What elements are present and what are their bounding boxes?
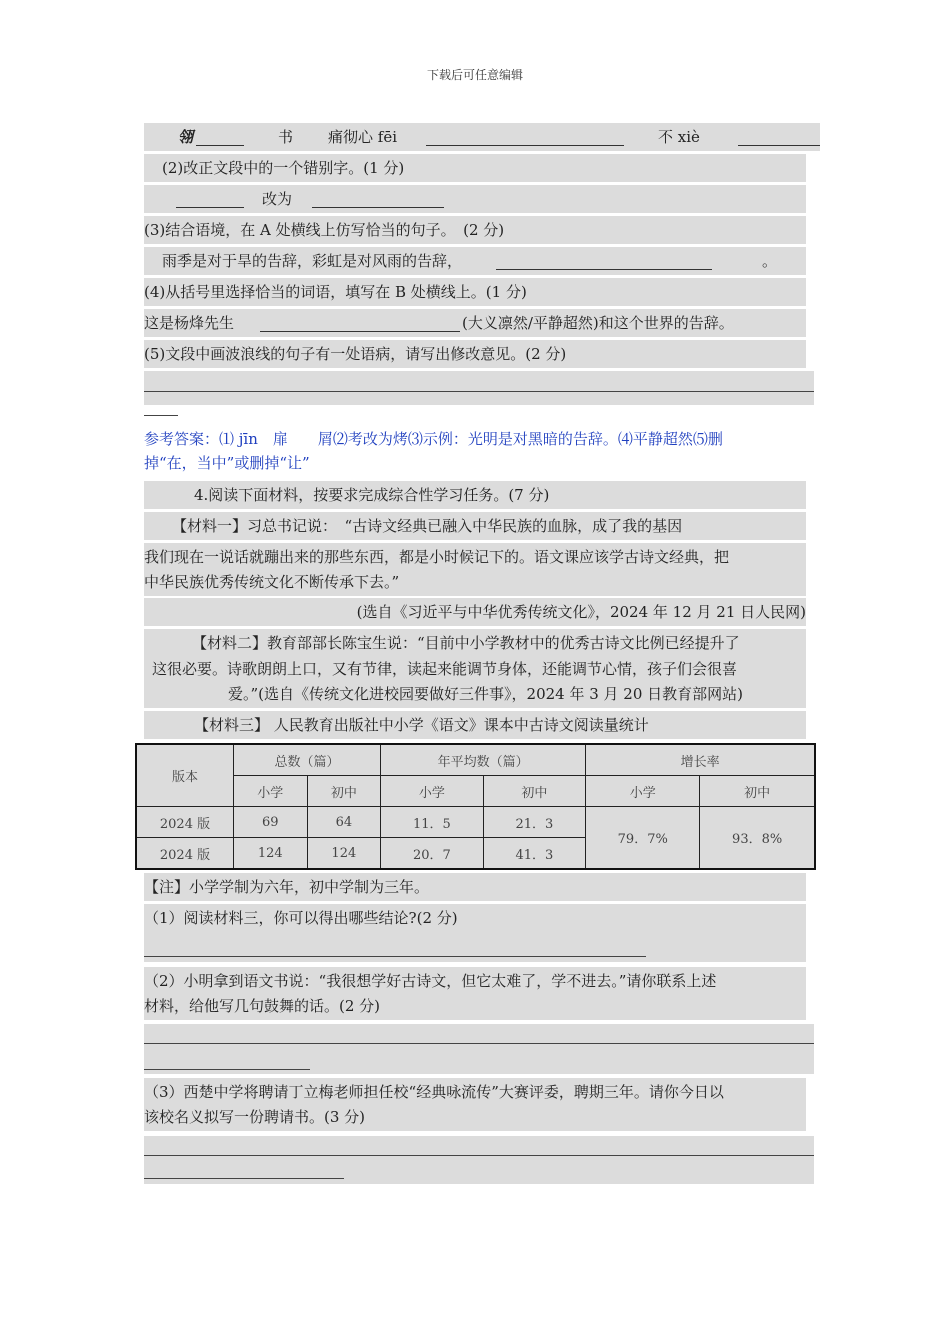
question-3-sentence: 雨季是对于旱的告辞，彩虹是对风雨的告辞， (162, 252, 463, 270)
material-3-title: 【材料三】 人民教育出版社中小学《语文》课本中古诗文阅读量统计 (144, 711, 806, 739)
blank-imitation[interactable] (496, 251, 712, 270)
statistics-table (135, 743, 816, 870)
answer-area-2 (144, 1024, 814, 1074)
material-1-line-2: 我们现在一说话就蹦出来的那些东西，都是小时候记下的。语文课应该学古诗文经典，把 (144, 543, 806, 571)
sub-header: 初中 (307, 776, 381, 807)
blank-wrong-char[interactable] (176, 189, 244, 208)
material-1-line-1: 【材料一】习总书记说： “古诗文经典已融入中华民族的血脉，成了我的基因 (144, 512, 806, 540)
question-5: (5)文段中画波浪线的句子有一处语病，请写出修改意见。(2 分) (144, 340, 806, 368)
question-3: (3)结合语境，在 A 处横线上仿写恰当的句子。 (2 分) (144, 216, 806, 244)
header-total: 总数（篇） (234, 744, 381, 776)
sub-question-2-line-1: （2）小明拿到语文书说：“我很想学好古诗文，但它太难了，学不进去。”请你联系上述 (144, 967, 806, 995)
table-cell: 124 (234, 838, 308, 870)
growth-junior: 93．8% (700, 807, 815, 870)
table-cell: 69 (234, 807, 308, 838)
question-4: (4)从括号里选择恰当的词语，填写在 B 处横线上。(1 分) (144, 278, 806, 306)
note: 【注】小学学制为六年，初中学制为三年。 (144, 873, 806, 901)
header-growth: 增长率 (586, 744, 815, 776)
answer-rule-2 (144, 1043, 814, 1044)
char-3: 痛彻心 fēi (328, 128, 397, 146)
header-average: 年平均数（篇） (381, 744, 586, 776)
sub-header: 小学 (586, 776, 700, 807)
table-cell: 41．3 (483, 838, 586, 870)
table-cell: 20．7 (381, 838, 484, 870)
blank-2[interactable] (426, 127, 624, 146)
sub-question-2-line-2: 材料，给他写几句鼓舞的话。(2 分) (144, 992, 806, 1020)
sub-header: 小学 (234, 776, 308, 807)
material-1-source: (选自《习近平与中华优秀传统文化》，2024 年 12 月 21 日人民网) (144, 598, 806, 626)
material-1-line-3: 中华民族优秀传统文化不断传承下去。” (144, 568, 806, 596)
reference-answer (144, 427, 804, 475)
material-2-line-2: 这很必要。诗歌朗朗上口，又有节律，读起来能调节身体，还能调节心情，孩子们会很喜 (144, 655, 806, 683)
table-cell: 21．3 (483, 807, 586, 838)
question-4-sentence-line (144, 309, 806, 337)
answer-area-3 (144, 1136, 814, 1184)
blank-correct-char[interactable] (312, 189, 444, 208)
answer-rule-5 (144, 391, 814, 392)
answer-rule-5-tail (144, 415, 178, 416)
sub-question-1: （1）阅读材料三，你可以得出哪些结论?(2 分) (144, 904, 806, 932)
answer-rule-1 (144, 956, 646, 957)
period: 。 (762, 252, 778, 270)
question-2: (2)改正文段中的一个错别字。(1 分) (144, 154, 806, 182)
reference-answer-line-1: 参考答案：⑴ jīn 扉 屑⑵考改为烤⑶示例：光明是对黑暗的告辞。⑷平静超然⑸删 (144, 430, 723, 448)
answer-area-5 (144, 371, 814, 405)
blank-3[interactable] (738, 127, 820, 146)
table-cell: 64 (307, 807, 381, 838)
reference-answer-line-2: 掉“在，当中”或删掉“让” (144, 454, 310, 472)
blank-word-choice[interactable] (260, 313, 460, 332)
change-to-label: 改为 (262, 190, 293, 208)
material-2-line-3: 爱。”(选自《传统文化进校园要做好三件事》，2024 年 3 月 20 日教育部网站) (144, 680, 806, 708)
header-version: 版本 (136, 744, 234, 807)
row-version: 2024 版 (136, 807, 234, 838)
question-4-start: 这是杨烽先生 (144, 314, 235, 332)
answer-rule-2-tail (144, 1069, 310, 1070)
pinyin-line (144, 123, 820, 151)
page-header: 下载后可任意编辑 (426, 68, 523, 82)
table-cell: 124 (307, 838, 381, 870)
growth-primary: 79．7% (586, 807, 700, 870)
answer-rule-3 (144, 1155, 814, 1156)
task-4-title: 4.阅读下面材料，按要求完成综合性学习任务。(7 分) (144, 481, 806, 509)
question-3-sentence-line (144, 247, 806, 275)
answer-area-1 (144, 932, 806, 962)
char-2: 书 (278, 128, 294, 146)
answer-rule-3-tail (144, 1178, 344, 1179)
table-cell: 11．5 (381, 807, 484, 838)
material-2-line-1: 【材料二】教育部部长陈宝生说：“目前中小学教材中的优秀古诗文比例已经提升了 (144, 629, 806, 657)
sub-header: 小学 (381, 776, 484, 807)
question-2-answer-line (144, 185, 806, 213)
sub-header: 初中 (483, 776, 586, 807)
sub-question-3-line-2: 该校名义拟写一份聘请书。(3 分) (144, 1103, 806, 1131)
blank-1[interactable] (196, 127, 244, 146)
char-4: 不 xiè (658, 128, 700, 146)
question-4-end: (大义凛然/平静超然)和这个世界的告辞。 (462, 314, 734, 332)
sub-header: 初中 (700, 776, 815, 807)
char-1: 翎 (178, 128, 194, 146)
sub-question-3-line-1: （3）西楚中学将聘请丁立梅老师担任校“经典咏流传”大赛评委，聘期三年。请你今日以 (144, 1078, 806, 1106)
row-version: 2024 版 (136, 838, 234, 870)
